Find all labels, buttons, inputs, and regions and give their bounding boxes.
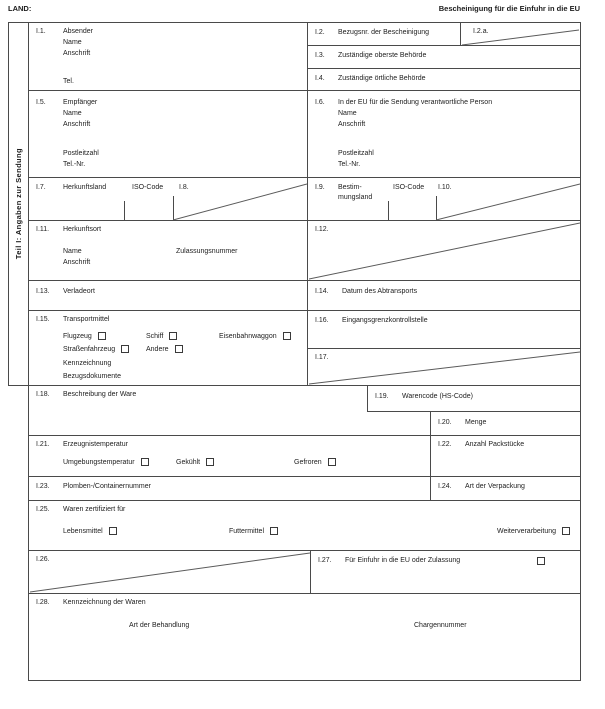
blank-slash: [30, 552, 310, 593]
field-i23-plombennummer: [28, 476, 431, 501]
checkbox-andere[interactable]: [175, 345, 183, 353]
sub-label-plz: Postleitzahl: [63, 150, 99, 157]
field-label: Herkunftsland: [63, 184, 107, 191]
field-number: I.9.: [315, 184, 325, 191]
field-number: I.17.: [315, 354, 329, 361]
option-schiff: [146, 332, 177, 340]
field-i17: [307, 348, 581, 386]
checkbox-schiff[interactable]: [169, 332, 177, 340]
field-number: I.1.: [36, 28, 46, 35]
field-number: I.21.: [36, 441, 50, 448]
sub-label-name: Name: [63, 39, 82, 46]
page-title: Bescheinigung für die Einfuhr in die EU: [438, 4, 580, 13]
option-label: Lebensmittel: [63, 527, 103, 535]
option-label: Gefroren: [294, 458, 322, 466]
option-gefroren: [294, 458, 336, 466]
field-label: Empfänger: [63, 99, 98, 106]
field-i26: [28, 550, 311, 594]
checkbox-i27-zulassung[interactable]: [537, 557, 545, 565]
field-i27-einfuhr-zulassung: [310, 550, 581, 594]
field-label: Für Einfuhr in die EU oder Zulassung: [345, 557, 461, 564]
checkbox-eisenbahnwaggon[interactable]: [283, 332, 291, 340]
field-label: Bezugsnr. der Bescheinigung: [338, 29, 430, 36]
field-number: I.2.a.: [473, 28, 489, 35]
field-number: I.26.: [36, 556, 50, 563]
field-label: Plomben-/Containernummer: [63, 483, 151, 490]
option-label: Straßenfahrzeug: [63, 345, 116, 353]
field-number-i10: I.10.: [438, 184, 452, 191]
field-i5-empfaenger: [28, 90, 308, 178]
field-label: Transportmittel: [63, 316, 110, 323]
checkbox-flugzeug[interactable]: [98, 332, 106, 340]
checkbox-futtermittel[interactable]: [270, 527, 278, 535]
field-number: I.2.: [315, 29, 325, 36]
country-label: LAND:: [8, 4, 32, 13]
field-label: Herkunftsort: [63, 226, 102, 233]
field-number: I.18.: [36, 391, 50, 398]
field-label: Verladeort: [63, 288, 95, 295]
option-weiterverarbeitung: [497, 527, 570, 535]
field-number-i8: I.8.: [179, 184, 189, 191]
field-i14-datum-abtransport: [307, 280, 581, 311]
field-label-line2: mungsland: [338, 194, 373, 201]
sub-label-chargennummer: Chargennummer: [414, 622, 467, 629]
sub-label-anschrift: Anschrift: [63, 50, 91, 57]
sub-label-tel: Tel.-Nr.: [63, 161, 86, 168]
field-i6-verantwortliche-person: [307, 90, 581, 178]
iso-code-label: ISO-Code: [132, 184, 164, 191]
field-i21-erzeugnistemperatur: [28, 435, 431, 477]
option-label: Umgebungstemperatur: [63, 458, 135, 466]
option-label: Flugzeug: [63, 332, 92, 340]
blank-slash: [309, 222, 580, 280]
field-label: Kennzeichnung der Waren: [63, 599, 146, 606]
field-label: Zuständige oberste Behörde: [338, 52, 427, 59]
sub-label-tel: Tel.-Nr.: [338, 161, 361, 168]
field-label: Menge: [465, 419, 487, 426]
sub-label-anschrift: Anschrift: [63, 121, 91, 128]
field-number: I.16.: [315, 317, 329, 324]
field-label: Erzeugnistemperatur: [63, 441, 128, 448]
field-i25-zertifiziert-fuer: [28, 500, 581, 551]
field-number: I.28.: [36, 599, 50, 606]
field-number: I.7.: [36, 184, 46, 191]
sub-label-anschrift: Anschrift: [63, 259, 91, 266]
field-number: I.24.: [438, 483, 452, 490]
option-gekuehlt: [176, 458, 214, 466]
option-umgebungstemperatur: [63, 458, 149, 466]
checkbox-gefroren[interactable]: [328, 458, 336, 466]
field-label: Anzahl Packstücke: [465, 441, 525, 448]
sub-label-name: Name: [63, 248, 82, 255]
field-i20-menge: [430, 411, 581, 436]
checkbox-strassenfahrzeug[interactable]: [121, 345, 129, 353]
field-i16-grenzkontrollstelle: [307, 310, 581, 349]
option-strassenfahrzeug: [63, 345, 129, 353]
blank-slash: [173, 183, 307, 221]
option-eisenbahnwaggon: [219, 332, 291, 340]
sub-label-bezugsdokumente: Bezugsdokumente: [63, 373, 121, 380]
iso-code-label: ISO-Code: [393, 184, 425, 191]
part-one-label: Teil I: Angaben zur Sendung: [14, 148, 23, 260]
field-label: Art der Verpackung: [465, 483, 525, 490]
checkbox-gekuehlt[interactable]: [206, 458, 214, 466]
field-label: Zuständige örtliche Behörde: [338, 75, 426, 82]
field-label: Absender: [63, 28, 93, 35]
option-andere: [146, 345, 183, 353]
field-label: Warencode (HS-Code): [402, 393, 473, 400]
sub-label-anschrift: Anschrift: [338, 121, 366, 128]
option-label: Weiterverarbeitung: [496, 527, 556, 535]
field-i9-bestimmungsland: [307, 177, 581, 221]
field-number: I.6.: [315, 99, 325, 106]
sub-label-zulassungsnummer: Zulassungsnummer: [176, 248, 238, 255]
option-label: Schiff: [146, 332, 164, 340]
field-i28-kennzeichnung-waren: [28, 593, 581, 681]
blank-slash: [309, 350, 580, 385]
field-number: I.5.: [36, 99, 46, 106]
checkbox-lebensmittel[interactable]: [109, 527, 117, 535]
field-label: Beschreibung der Ware: [63, 391, 137, 398]
blank-slash: [436, 183, 580, 221]
blank-slash: [462, 24, 579, 45]
option-lebensmittel: [63, 527, 117, 535]
field-label: Datum des Abtransports: [342, 288, 418, 295]
column-tick: [388, 201, 389, 221]
sub-label-art-der-behandlung: Art der Behandlung: [129, 622, 190, 629]
field-number: I.20.: [438, 419, 452, 426]
column-tick: [124, 201, 125, 221]
field-i4-oertliche-behoerde: [307, 68, 581, 91]
field-i12: [307, 220, 581, 281]
field-number: I.12.: [315, 226, 329, 233]
option-label: Eisenbahnwaggon: [219, 332, 277, 340]
field-i11-herkunftsort: [28, 220, 308, 281]
sub-label-kennzeichnung: Kennzeichnung: [63, 360, 112, 367]
field-number: I.14.: [315, 288, 329, 295]
option-futtermittel: [229, 527, 278, 535]
field-number: I.15.: [36, 316, 50, 323]
sub-label-plz: Postleitzahl: [338, 150, 374, 157]
checkbox-umgebungstemperatur[interactable]: [141, 458, 149, 466]
field-number: I.23.: [36, 483, 50, 490]
field-i1-absender: [28, 22, 308, 91]
field-i2-bezugsnr: [307, 22, 461, 46]
field-label-line1: Bestim-: [338, 184, 362, 191]
sub-label-name: Name: [63, 110, 82, 117]
field-number: I.13.: [36, 288, 50, 295]
field-number: I.25.: [36, 506, 50, 513]
field-label: In der EU für die Sendung verantwortliche Person: [338, 99, 493, 106]
option-label: Futtermittel: [229, 527, 265, 535]
field-number: I.4.: [315, 75, 325, 82]
field-number: I.11.: [36, 226, 50, 233]
field-number: I.19.: [375, 393, 389, 400]
sub-label-name: Name: [338, 110, 357, 117]
field-i24-verpackung: [430, 476, 581, 501]
field-label: Waren zertifiziert für: [63, 506, 126, 513]
part-one-sidebar: [8, 22, 29, 386]
field-i7-herkunftsland: [28, 177, 308, 221]
option-label: Andere: [146, 345, 169, 353]
field-i15-transportmittel: [28, 310, 308, 386]
field-number: I.22.: [438, 441, 452, 448]
field-i19-warencode: [367, 385, 581, 412]
field-i13-verladeort: [28, 280, 308, 311]
option-flugzeug: [63, 332, 106, 340]
field-i3-oberste-behoerde: [307, 45, 581, 69]
sub-label-tel: Tel.: [63, 78, 74, 85]
field-i2a: [460, 22, 581, 46]
field-number: I.27.: [318, 557, 332, 564]
field-label: Eingangsgrenzkontrollstelle: [342, 317, 428, 324]
option-label: Gekühlt: [176, 458, 201, 466]
checkbox-weiterverarbeitung[interactable]: [562, 527, 570, 535]
field-number: I.3.: [315, 52, 325, 59]
field-i22-anzahl-packstuecke: [430, 435, 581, 477]
